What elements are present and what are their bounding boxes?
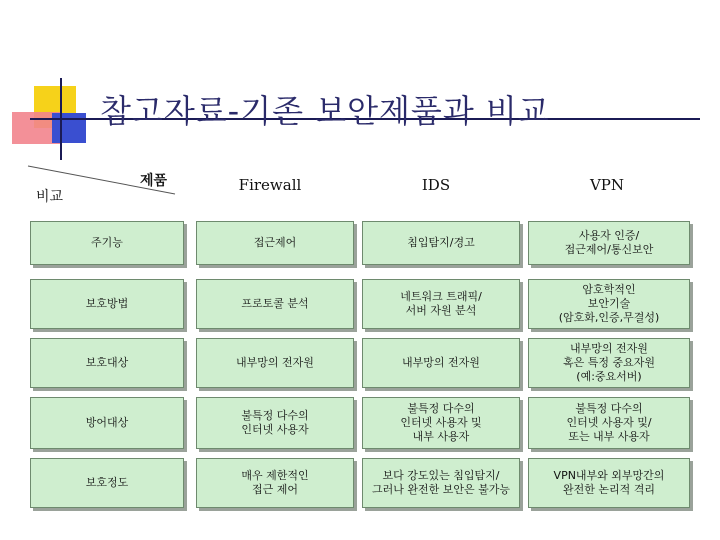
cell-firewall-protection-target: 내부망의 전자원 [196, 338, 354, 388]
row-label-main-function: 주기능 [30, 221, 184, 265]
cell-vpn-protection-level: VPN내부와 외부망간의 완전한 논리적 격리 [528, 458, 690, 508]
column-header-firewall: Firewall [238, 176, 302, 194]
row-label-defense-target: 방어대상 [30, 397, 184, 449]
row-label-protection-target: 보호대상 [30, 338, 184, 388]
cell-vpn-main-function: 사용자 인증/ 접근제어/통신보안 [528, 221, 690, 265]
row-label-protection-method: 보호방법 [30, 279, 184, 329]
cell-vpn-protection-target: 내부망의 전자원 혹은 특정 중요자원 (예:중요서버) [528, 338, 690, 388]
cell-ids-defense-target: 불특정 다수의 인터넷 사용자 및 내부 사용자 [362, 397, 520, 449]
cell-firewall-protection-method: 프로토콜 분석 [196, 279, 354, 329]
cell-ids-protection-method: 네트워크 트래픽/ 서버 자원 분석 [362, 279, 520, 329]
corner-label-compare: 비교 [36, 189, 64, 205]
cell-ids-protection-target: 내부망의 전자원 [362, 338, 520, 388]
cell-firewall-protection-level: 매우 제한적인 접근 제어 [196, 458, 354, 508]
cell-ids-main-function: 침입탐지/경고 [362, 221, 520, 265]
cell-firewall-defense-target: 불특정 다수의 인터넷 사용자 [196, 397, 354, 449]
cell-ids-protection-level: 보다 강도있는 침입탐지/ 그러나 완전한 보안은 불가능 [362, 458, 520, 508]
cell-vpn-defense-target: 불특정 다수의 인터넷 사용자 및/ 또는 내부 사용자 [528, 397, 690, 449]
cell-vpn-protection-method: 암호학적인 보안기술 (암호화,인증,무결성) [528, 279, 690, 329]
row-label-protection-level: 보호정도 [30, 458, 184, 508]
page-title: 참고자료-기존 보안제품과 비교 [100, 92, 550, 130]
column-header-vpn: VPN [589, 176, 625, 194]
cell-firewall-main-function: 접근제어 [196, 221, 354, 265]
column-header-ids: IDS [421, 176, 451, 194]
corner-label-product: 제품 [140, 173, 168, 189]
